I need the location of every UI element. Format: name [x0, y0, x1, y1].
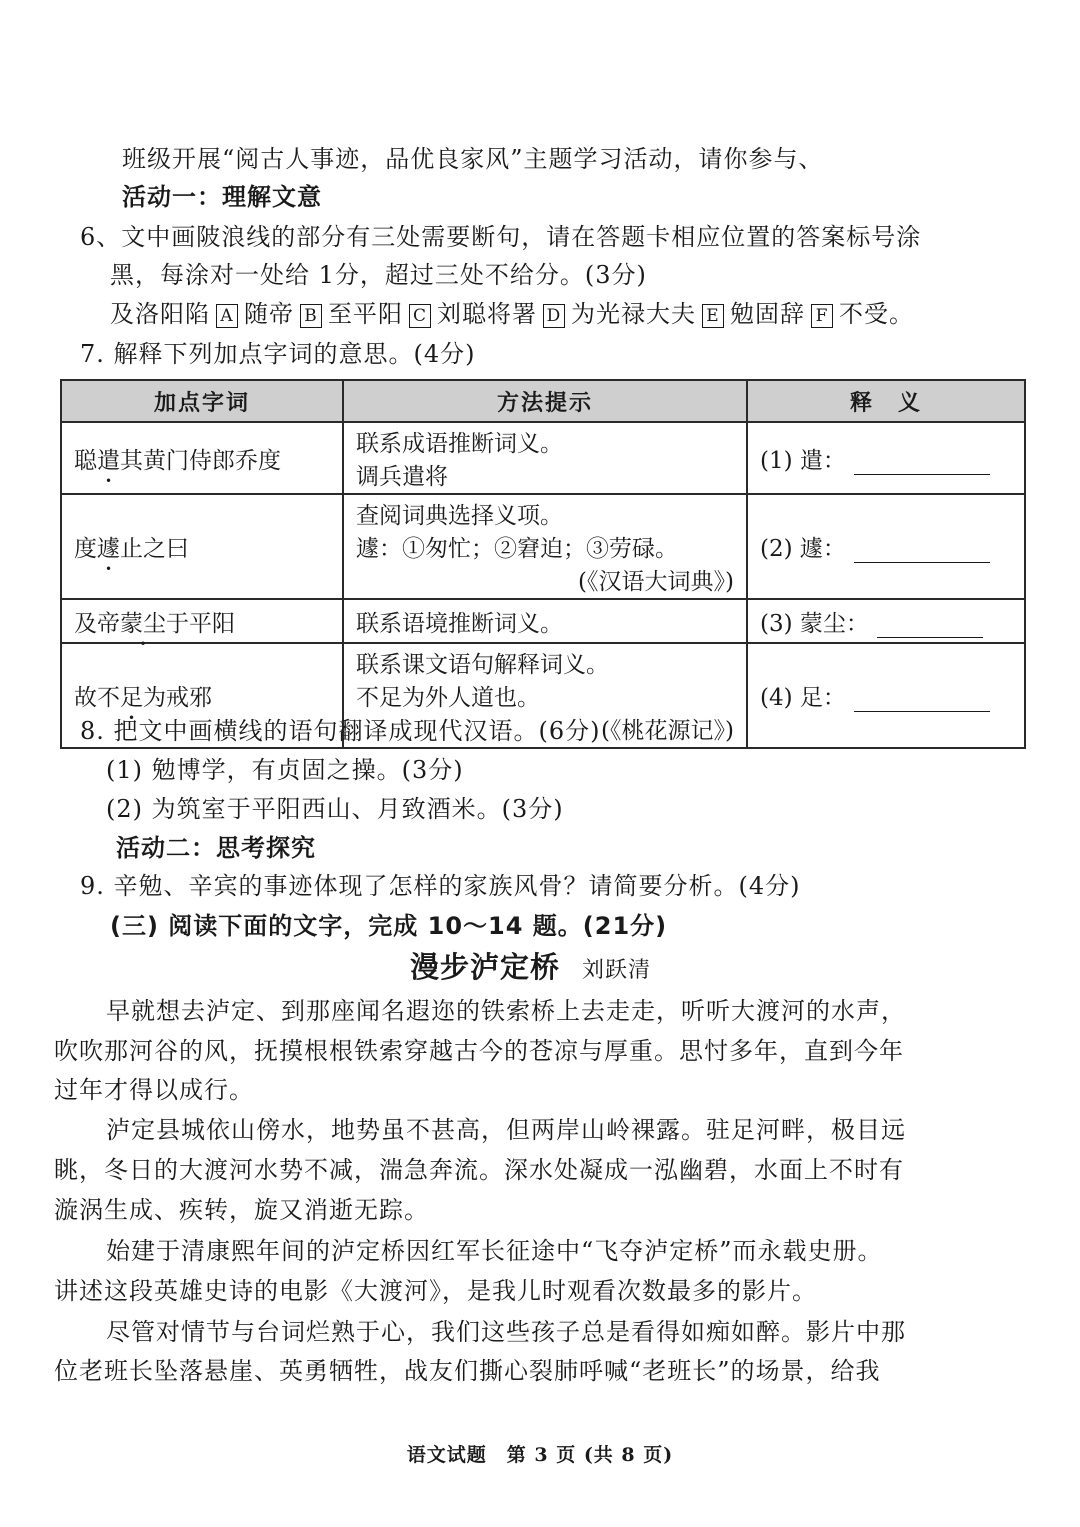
- paragraph-line: 早就想去泸定、到那座闻名遐迩的铁索桥上去走走，听听大渡河的水声，: [106, 997, 906, 1025]
- option-b-box[interactable]: B: [300, 304, 322, 328]
- answer-blank[interactable]: [854, 540, 990, 563]
- paragraph-line: 漩涡生成、疾转，旋又消逝无踪。: [54, 1196, 429, 1224]
- passage-segment: 刘聪将署: [437, 300, 537, 328]
- option-e-box[interactable]: E: [702, 304, 724, 328]
- question-8: 8. 把文中画横线的语句翻译成现代汉语。(6分): [80, 717, 601, 745]
- answer-blank[interactable]: [854, 452, 990, 475]
- passage-segment: 不受。: [839, 300, 914, 328]
- word-cell: 及帝蒙尘于平阳: [61, 599, 343, 643]
- answer-blank[interactable]: [877, 615, 983, 638]
- article-author: 刘跃清: [582, 958, 652, 983]
- vocab-table: [60, 379, 1026, 749]
- paragraph-line: 讲述这段英雄史诗的电影《大渡河》，是我儿时观看次数最多的影片。: [54, 1277, 817, 1305]
- page-footer: 语文试题 第 3 页 (共 8 页): [406, 1444, 674, 1466]
- dotted-word: 遽: [97, 536, 120, 562]
- option-a-box[interactable]: A: [216, 304, 238, 328]
- question-6-passage: [110, 299, 914, 329]
- paragraph-line: 泸定县城依山傍水，地势虽不甚高，但两岸山岭裸露。驻足河畔，极目远: [106, 1116, 906, 1144]
- question-8-part-1: (1) 勉博学，有贞固之操。(3分): [106, 756, 464, 784]
- paragraph-line: 位老班长坠落悬崖、英勇牺牲，战友们撕心裂肺呼喊“老班长”的场景，给我: [54, 1357, 881, 1385]
- passage-segment: 随帝: [244, 300, 294, 328]
- hint-cell: 联系语境推断词义。: [343, 599, 747, 643]
- dotted-word: 足: [120, 685, 143, 711]
- activity-one-heading: 活动一：理解文意: [122, 183, 322, 211]
- intro-text: 班级开展“阅古人事迹，品优良家风”主题学习活动，请你参与、: [122, 145, 824, 173]
- answer-cell[interactable]: (4) 足：: [747, 643, 1025, 748]
- paragraph-line: 吹吹那河谷的风，抚摸根根铁索穿越古今的苍凉与厚重。思忖多年，直到今年: [54, 1037, 904, 1065]
- question-6-line-1: 6、文中画陂浪线的部分有三处需要断句，请在答题卡相应位置的答案标号涂: [80, 223, 922, 251]
- passage-segment: 勉固辞: [730, 300, 805, 328]
- dotted-word: 遣: [97, 447, 120, 474]
- answer-blank[interactable]: [854, 689, 990, 712]
- word-cell: 故不足为戒邪: [61, 643, 343, 748]
- question-8-part-2: (2) 为筑室于平阳西山、月致酒米。(3分): [106, 795, 564, 823]
- paragraph-line: 始建于清康熙年间的泸定桥因红军长征途中“飞夺泸定桥”而永载史册。: [106, 1237, 883, 1265]
- answer-cell[interactable]: (3) 蒙尘：: [747, 599, 1025, 643]
- table-header-row: [61, 380, 1025, 422]
- hint-cell: 联系成语推断词义。 调兵遣将: [343, 422, 747, 494]
- paragraph-line: 眺，冬日的大渡河水势不减，湍急奔流。深水处凝成一泓幽碧，水面上不时有: [54, 1156, 904, 1184]
- hint-cell: 查阅词典选择义项。 遽：①匆忙；②窘迫；③劳碌。 (《汉语大词典》): [343, 494, 747, 599]
- table-row: [61, 599, 1025, 643]
- option-d-box[interactable]: D: [543, 304, 565, 328]
- header-words: 加点字词: [61, 380, 343, 422]
- word-cell: 聪遣其黄门侍郎乔度: [61, 422, 343, 494]
- question-7: 7. 解释下列加点字词的意思。(4分): [80, 340, 476, 368]
- header-hints: 方法提示: [343, 380, 747, 422]
- paragraph-line: 过年才得以成行。: [54, 1076, 254, 1104]
- question-9: 9. 辛勉、辛宾的事迹体现了怎样的家族风骨？请简要分析。(4分): [80, 872, 801, 900]
- word-cell: 度遽止之曰: [61, 494, 343, 599]
- table-row: [61, 422, 1025, 494]
- activity-two-heading: 活动二：思考探究: [116, 834, 316, 862]
- answer-cell[interactable]: (1) 遣：: [747, 422, 1025, 494]
- section-three-heading: (三) 阅读下面的文字，完成 10～14 题。(21分): [110, 912, 668, 940]
- table-row: [61, 494, 1025, 599]
- passage-segment: 为光禄大夫: [571, 300, 696, 328]
- option-c-box[interactable]: C: [409, 304, 431, 328]
- passage-segment: 至平阳: [328, 300, 403, 328]
- passage-segment: 及洛阳陷: [110, 300, 210, 328]
- answer-cell[interactable]: (2) 遽：: [747, 494, 1025, 599]
- hint-cell: 联系课文语句解释词义。 不足为外人道也。 (《桃花源记》): [343, 643, 747, 748]
- header-meaning: 释 义: [747, 380, 1025, 422]
- question-6-line-2: 黑，每涂对一处给 1分，超过三处不给分。(3分): [110, 261, 647, 289]
- dotted-word: 蒙尘: [120, 610, 166, 637]
- article-heading: [410, 952, 651, 986]
- paragraph-line: 尽管对情节与台词烂熟于心，我们这些孩子总是看得如痴如醉。影片中那: [106, 1318, 906, 1346]
- article-title: 漫步泸定桥: [410, 950, 561, 984]
- option-f-box[interactable]: F: [811, 304, 833, 328]
